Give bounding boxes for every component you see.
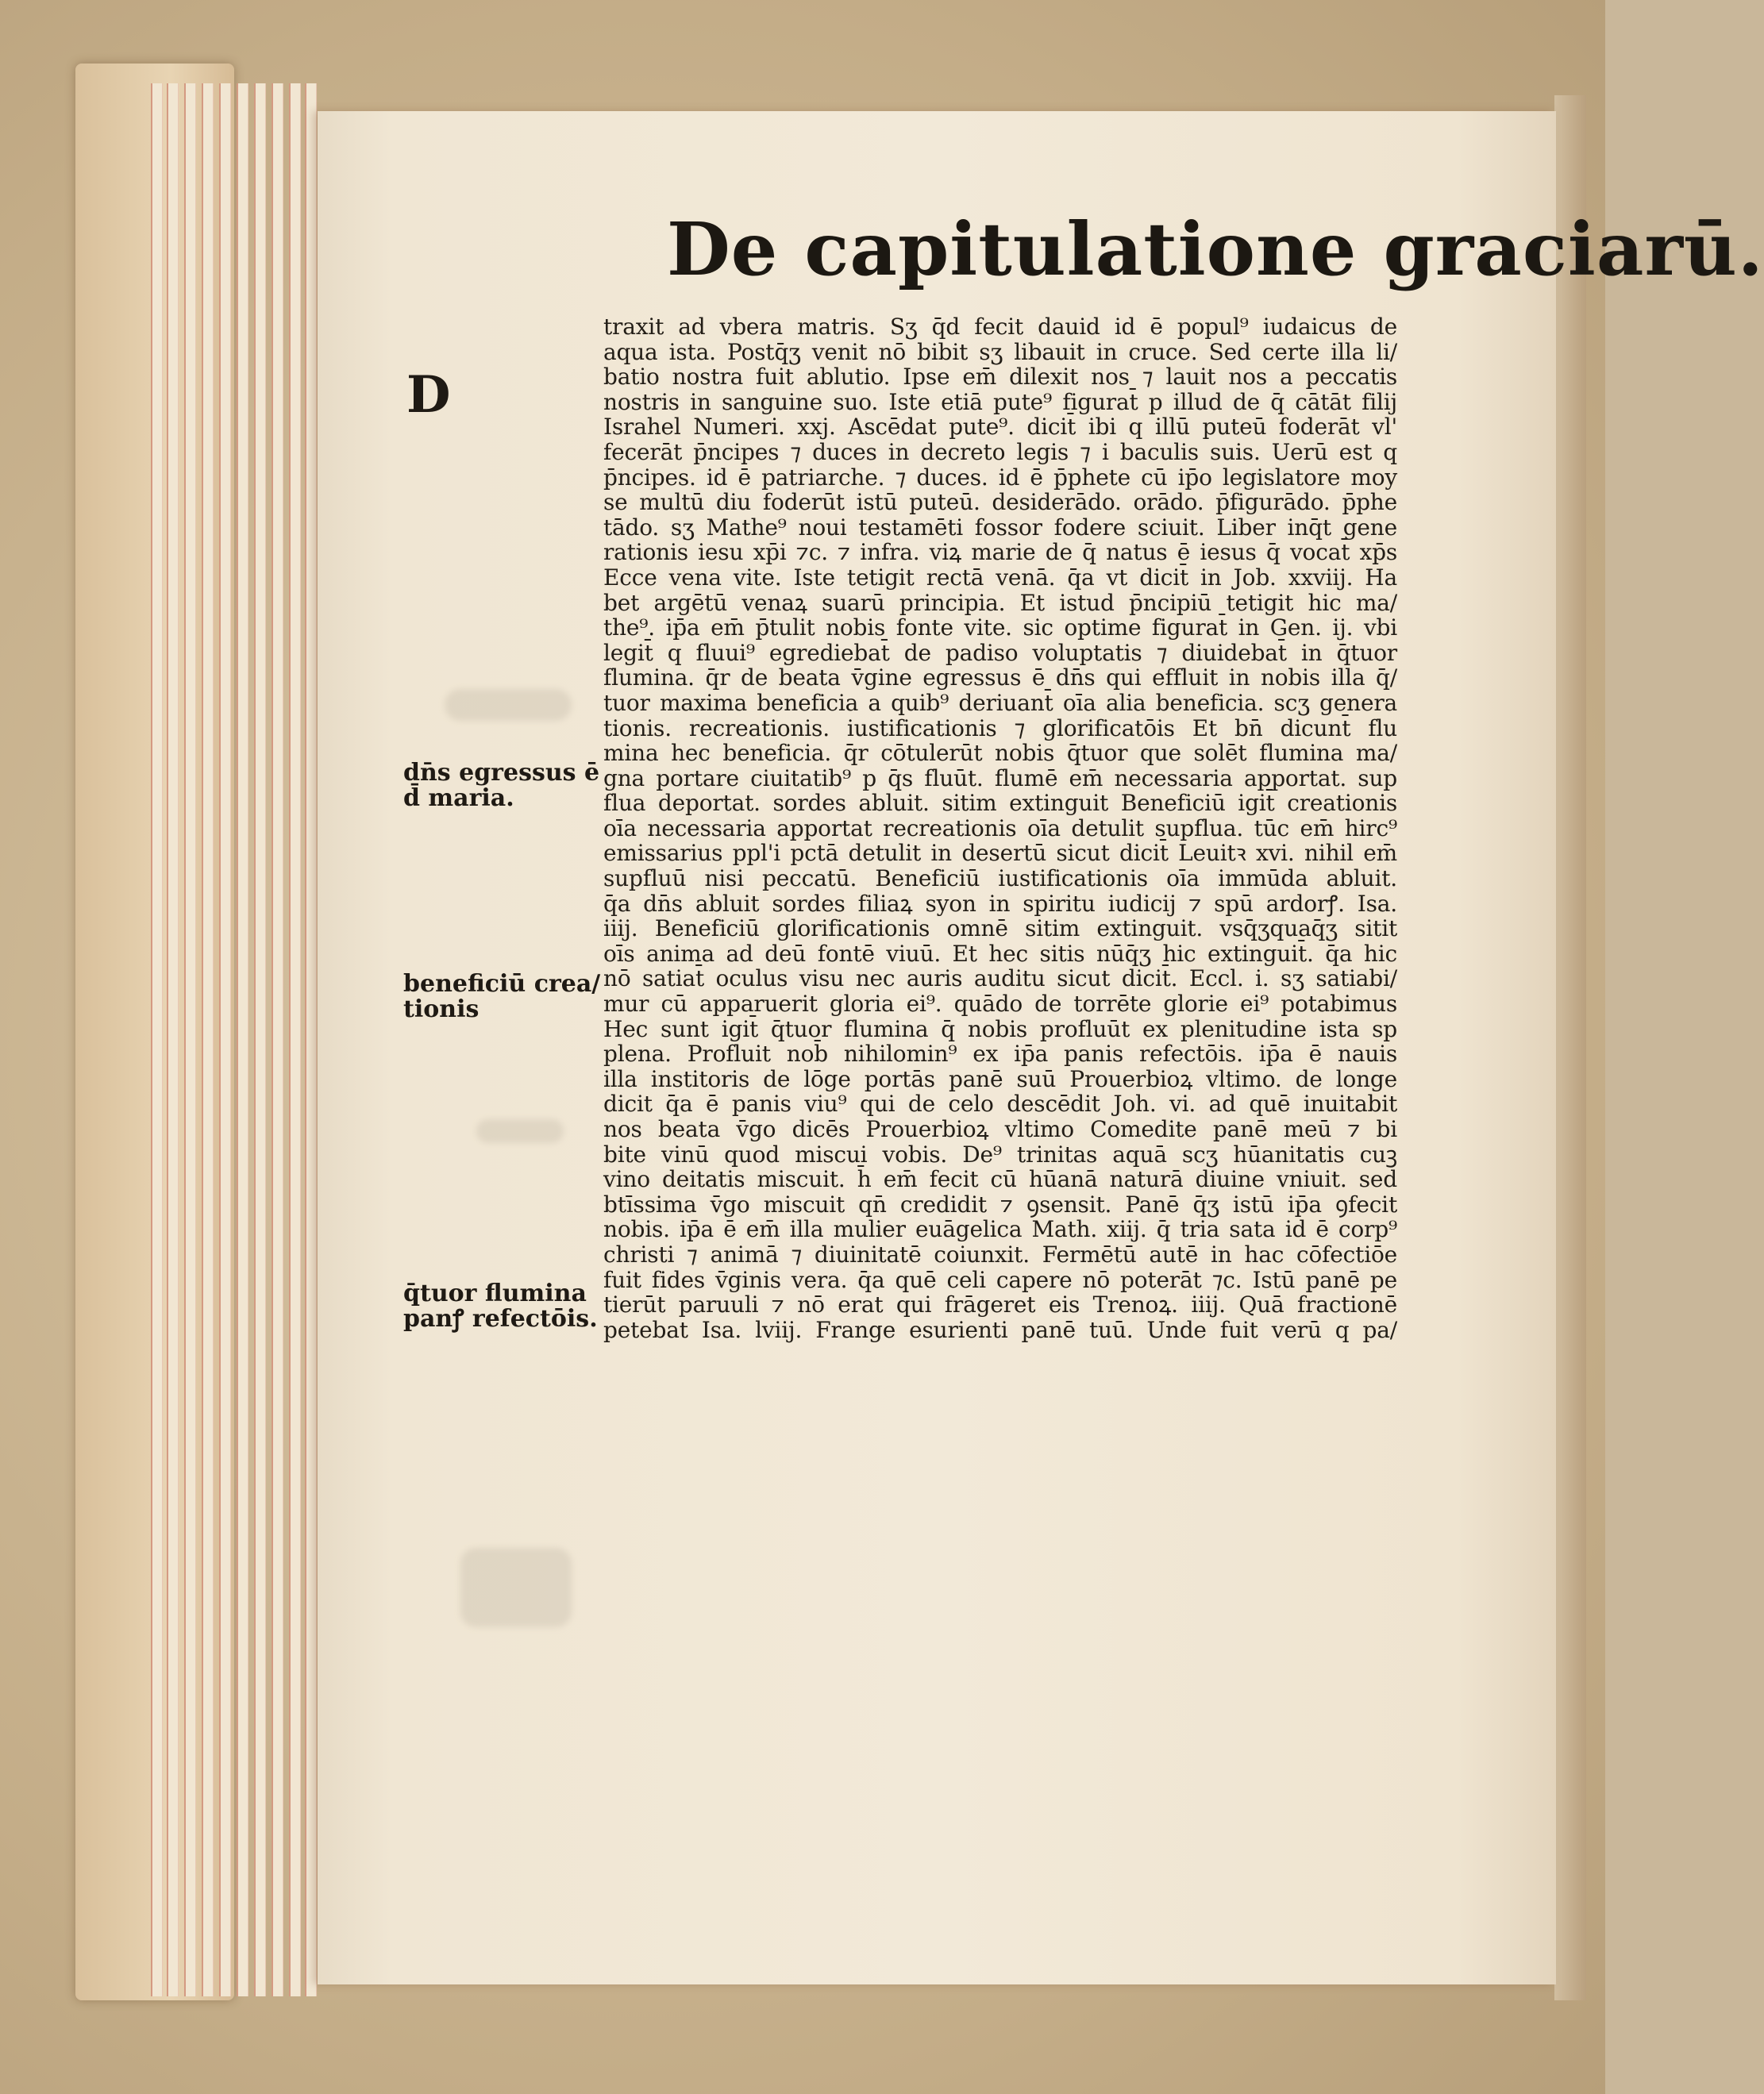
text-line: fuit fides v̄ginis vera. q̄a quē celi capere nō poterāt ⁊c. Istū panē pe <box>603 1266 1397 1293</box>
text-line: christi ⁊ animā ⁊ diuinitatē coiunxit. Fermētū autē in hac cōfectiōe <box>603 1241 1397 1268</box>
text-line: plena. Profluit nob̄ nihilomin⁹ ex ip̄a panis refectōis. ip̄a ē nauis <box>603 1041 1397 1068</box>
text-line: nobis. ip̄a ē em̄ illa mulier euāgelica Math. xiij. q̄ tria sata id ē corp⁹ <box>603 1216 1397 1243</box>
text-line: vino deitatis miscuit. h̄ em̄ fecit cū hūanā naturā diuine vniuit. sed <box>603 1166 1397 1193</box>
text-line: flua deportat. sordes abluit. sitim extinguit Beneficiū igit̄ creationis <box>603 790 1397 817</box>
text-line: traxit ad vbera matris. Sʒ q̄d fecit dauid id ē popul⁹ iudaicus de <box>603 314 1397 340</box>
text-line: aqua ista. Postq̄ʒ venit nō bibit sʒ libauit in cruce. Sed certe illa li/ <box>603 338 1397 365</box>
text-line: Israhel Numeri. xxj. Ascēdat pute⁹. dicit̄ ibi q illū puteū foderāt vl' <box>603 414 1397 441</box>
text-line: tādo. sʒ Mathe⁹ noui testamēti fossor fodere sciuit. Liber inq̄t gene <box>603 514 1397 541</box>
text-line: tionis. recreationis. iustificationis ⁊ glorificatōis Et bn̄ dicunt̄ flu <box>603 714 1397 741</box>
text-line: q̄a dn̄s abluit sordes filiaꝝ syon in spiritu iudicij ⁊ spū ardorꝭ. Isa. <box>603 890 1397 917</box>
text-line: se multū diu foderūt istū puteū. desiderādo. orādo. p̄figurādo. p̄phe <box>603 489 1397 516</box>
text-line: nō satiat̄ oculus visu nec auris auditu sicut dicit̄. Eccl. i. sʒ satiabi/ <box>603 965 1397 992</box>
text-line: nos beata v̄go dicēs Prouerbioꝝ vltimo Comedite panē meū ⁊ bi <box>603 1116 1397 1142</box>
text-line: gna portare ciuitatib⁹ p q̄s fluūt. flumē em̄ necessaria apportat. sup <box>603 764 1397 791</box>
ink-offset-smudge <box>460 1548 572 1627</box>
text-line: btīssima v̄go miscuit qn̄ credidit ⁊ ꝯsensit. Panē q̄ʒ istū ip̄a ꝯfecit <box>603 1191 1397 1218</box>
text-line: tuor maxima beneficia a quib⁹ deriuant̄ oīa alia beneficia. scʒ genera <box>603 689 1397 716</box>
text-line: nostris in sanguine suo. Iste etiā pute⁹ figurat̄ p illud de q̄ cātāt filij <box>603 388 1397 415</box>
text-line: oīa necessaria apportat recreationis oīa detulit supflua. tūc em̄ hirc⁹ <box>603 814 1397 841</box>
text-line: dicit q̄a ē panis viu⁹ qui de celo descēdit Joh. vi. ad quē inuitabit <box>603 1091 1397 1118</box>
body-text <box>603 314 1397 1342</box>
text-line: bite vinū quod miscui vobis. De⁹ trinitas aquā scʒ hūanitatis cuꝫ <box>603 1141 1397 1168</box>
text-line: iiij. Beneficiū glorificationis omnē sitim extinguit. vsq̄ʒquaq̄ʒ sitit <box>603 915 1397 942</box>
text-line: flumina. q̄r de beata v̄gine egressus ē dn̄s qui effluit in nobis illa q̄/ <box>603 664 1397 691</box>
margin-note-quattuor-flumina: q̄tuor flumina panꝭ refectōis. <box>403 1280 598 1333</box>
text-line: the⁹. ip̄a em̄ p̄tulit nobis fonte vite. sic optime figurat̄ in Gen. ij. vbi <box>603 614 1397 641</box>
text-line: mina hec beneficia. q̄r cōtulerūt nobis q̄tuor que solēt flumina ma/ <box>603 740 1397 767</box>
text-line: supfluū nisi peccatū. Beneficiū iustificationis oīa immūda abluit. <box>603 865 1397 892</box>
text-line: legit̄ q fluui⁹ egrediebat̄ de padiso voluptatis ⁊ diuidebat̄ in q̄tuor <box>603 639 1397 666</box>
text-line: emissarius ppl'i pctā detulit in desertū sicut dicit̄ Leuitꝛ xvi. nihil em̄ <box>603 840 1397 867</box>
page-heading: De capitulatione graciarū. <box>667 206 1764 292</box>
text-line: rationis iesu xp̄i ⁊c. ⁊ infra. viꝝ marie de q̄ natus ē iesus q̄ vocat̄ xp̄s <box>603 539 1397 566</box>
text-line: fecerāt p̄ncipes ⁊ duces in decreto legis ⁊ i baculis suis. Uerū est q <box>603 438 1397 465</box>
text-line: mur cū apparuerit gloria ei⁹. quādo de torrēte glorie ei⁹ potabimus <box>603 991 1397 1018</box>
text-line: illa institoris de lōge portās panē suū Prouerbioꝝ vltimo. de longe <box>603 1065 1397 1092</box>
margin-note-beneficium-creationis: beneficiū crea/ tionis <box>403 970 601 1023</box>
text-line: p̄ncipes. id ē patriarche. ⁊ duces. id ē p̄phete cū ip̄o legislatore moy <box>603 464 1397 491</box>
text-line: tierūt paruuli ⁊ nō erat qui frāgeret eis Trenoꝝ. iiij. Quā fractionē <box>603 1291 1397 1318</box>
ink-offset-smudge <box>445 689 572 721</box>
marginal-initial: D <box>406 365 451 425</box>
ink-offset-smudge <box>476 1119 564 1143</box>
text-line: petebat Isa. lviij. Frange esurienti panē tuū. Unde fuit verū q pa/ <box>603 1316 1397 1343</box>
text-line: batio nostra fuit ablutio. Ipse em̄ dilexit nos ⁊ lauit nos a peccatis <box>603 364 1397 391</box>
margin-note-dns-egressus: dn̄s egressus ē d̄ maria. <box>403 759 600 812</box>
text-line: Ecce vena vite. Iste tetigit rectā venā. q̄a vt dicit̄ in Job. xxviij. Ha <box>603 564 1397 591</box>
facing-page-edge <box>1554 95 1586 2000</box>
text-line: Hec sunt igit̄ q̄tuor flumina q̄ nobis profluūt ex plenitudine ista sp <box>603 1015 1397 1042</box>
text-line: oīs anima ad deū fontē viuū. Et hec sitis nūq̄ʒ hic extinguit̄. q̄a hic <box>603 940 1397 967</box>
text-line: bet argētū venaꝝ suarū principia. Et istud p̄ncipiū tetigit hic ma/ <box>603 589 1397 616</box>
